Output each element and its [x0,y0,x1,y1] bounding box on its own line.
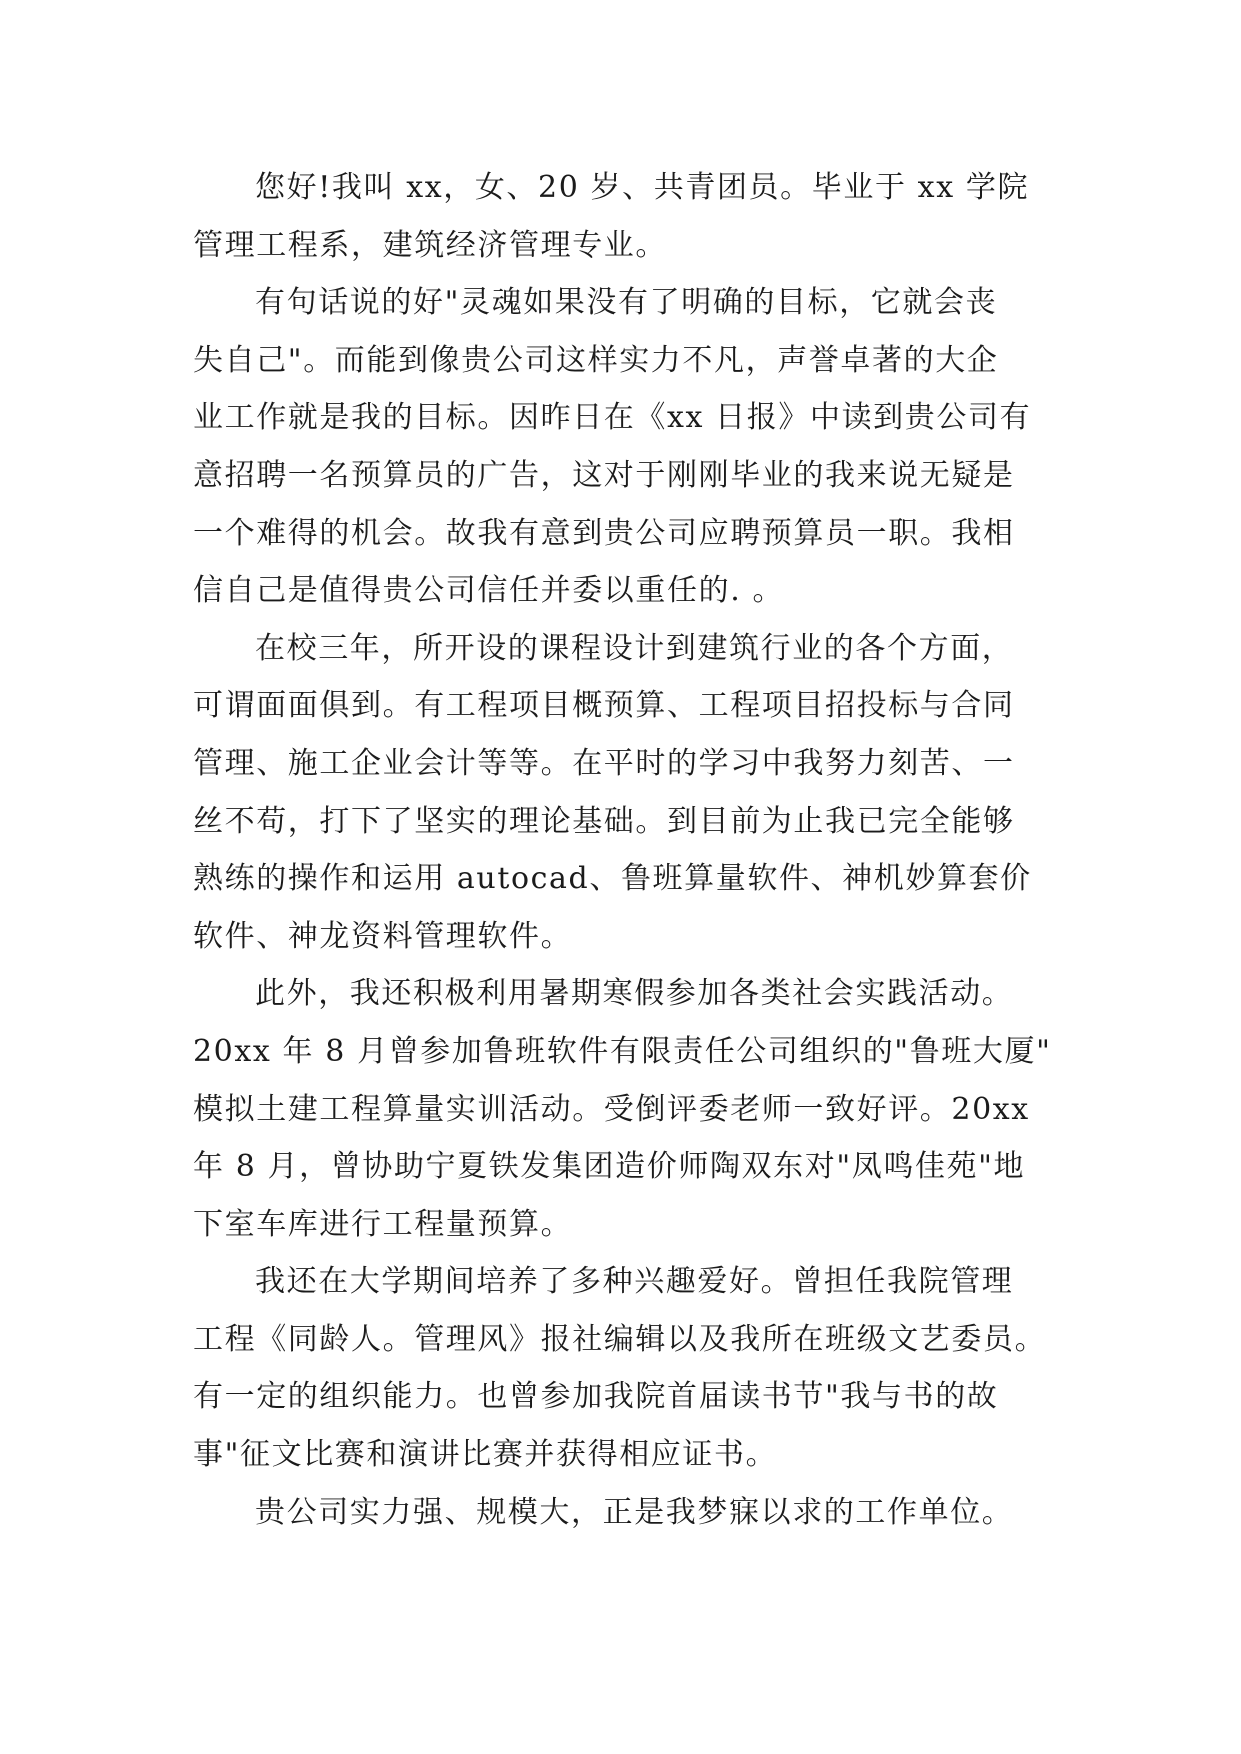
text-line: 贵公司实力强、规模大，正是我梦寐以求的工作单位。 [255,1494,1014,1530]
text-line: 在校三年，所开设的课程设计到建筑行业的各个方面， [255,630,1014,666]
text-line: 年 8 月，曾协助宁夏铁发集团造价师陶双东对"凤鸣佳苑"地 [193,1149,1026,1185]
text-line: 我还在大学期间培养了多种兴趣爱好。曾担任我院管理 [255,1264,1014,1300]
text-line: 20xx 年 8 月曾参加鲁班软件有限责任公司组织的"鲁班大厦" [193,1033,1052,1069]
letter-body [193,159,1053,1541]
paragraph-closing [193,1484,1053,1542]
text-line: 意招聘一名预算员的广告，这对于刚刚毕业的我来说无疑是 [193,457,1015,493]
text-line: 此外，我还积极利用暑期寒假参加各类社会实践活动。 [255,976,1014,1012]
paragraph-hobbies [193,1253,1053,1483]
text-line: 管理工程系，建筑经济管理专业。 [193,227,667,263]
text-line: 一个难得的机会。故我有意到贵公司应聘预算员一职。我相 [193,515,1015,551]
text-line: 管理、施工企业会计等等。在平时的学习中我努力刻苦、一 [193,745,1015,781]
text-line: 有句话说的好"灵魂如果没有了明确的目标，它就会丧 [255,285,998,321]
text-line: 丝不苟，打下了坚实的理论基础。到目前为止我已完全能够 [193,803,1015,839]
paragraph-practice [193,965,1053,1253]
text-line: 信自己是值得贵公司信任并委以重任的. 。 [193,573,785,609]
text-line: 可谓面面俱到。有工程项目概预算、工程项目招投标与合同 [193,688,1015,724]
paragraph-greeting [193,159,1053,274]
paragraph-education [193,620,1053,966]
text-line: 您好!我叫 xx，女、20 岁、共青团员。毕业于 xx 学院 [255,170,1030,205]
text-line: 失自己"。而能到像贵公司这样实力不凡，声誉卓著的大企 [193,342,999,378]
text-line: 事"征文比赛和演讲比赛并获得相应证书。 [193,1437,778,1473]
text-line: 工程《同龄人。管理风》报社编辑以及我所在班级文艺委员。 [193,1321,1047,1357]
text-line: 下室车库进行工程量预算。 [193,1206,573,1242]
text-line: 软件、神龙资料管理软件。 [193,918,573,954]
text-line: 有一定的组织能力。也曾参加我院首届读书节"我与书的故 [193,1379,999,1415]
text-line: 业工作就是我的目标。因昨日在《xx 日报》中读到贵公司有 [193,400,1032,436]
paragraph-goal [193,274,1053,620]
text-line: 模拟土建工程算量实训活动。受倒评委老师一致好评。20xx [193,1091,1030,1127]
text-line: 熟练的操作和运用 autocad、鲁班算量软件、神机妙算套价 [193,861,1032,897]
